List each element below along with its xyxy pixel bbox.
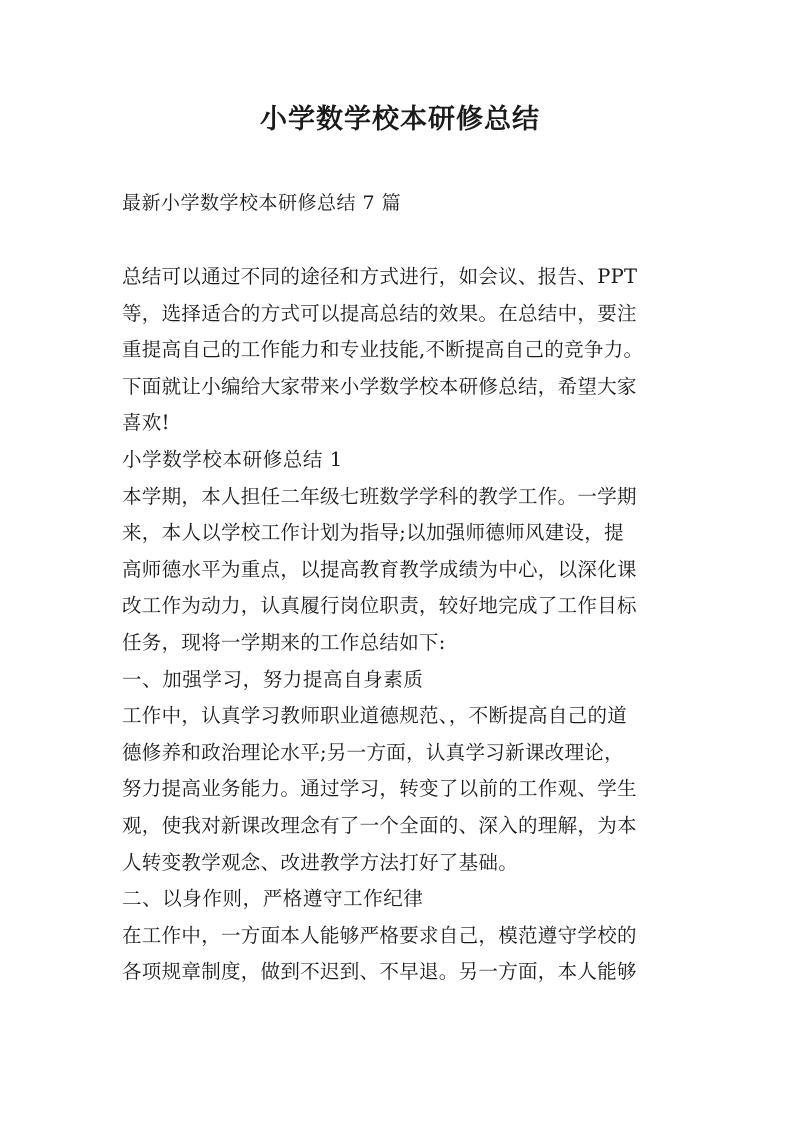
body-line: 人转变教学观念、改进教学方法打好了基础。 <box>122 850 519 874</box>
body-line-intro: 等，选择适合的方式可以提高总结的效果。在总结中，要注 <box>122 301 637 325</box>
body-line: 高师德水平为重点，以提高教育教学成绩为中心，以深化课 <box>122 557 637 581</box>
body-line-intro: 重提高自己的工作能力和专业技能,不断提高自己的竞争力。 <box>122 338 644 362</box>
body-line-intro: 喜欢! <box>122 411 170 435</box>
document-body <box>122 259 682 991</box>
body-line-intro: 下面就让小编给大家带来小学数学校本研修总结，希望大家 <box>122 374 637 398</box>
section-heading-summary-1: 小学数学校本研修总结 1 <box>122 447 343 471</box>
document-title: 小学数学校本研修总结 <box>260 104 540 135</box>
body-line: 任务，现将一学期来的工作总结如下: <box>122 630 446 654</box>
body-line: 在工作中，一方面本人能够严格要求自己，模范遵守学校的 <box>122 923 637 947</box>
body-line: 本学期，本人担任二年级七班数学学科的教学工作。一学期 <box>122 484 637 508</box>
body-line: 来，本人以学校工作计划为指导;以加强师德师风建设，提 <box>122 521 624 545</box>
section-heading-study: 一、加强学习，努力提高自身素质 <box>122 667 424 691</box>
document-subtitle: 最新小学数学校本研修总结 7 篇 <box>122 192 402 214</box>
body-line: 工作中，认真学习教师职业道德规范、，不断提高自己的道 <box>122 704 628 728</box>
body-line: 观，使我对新课改理念有了一个全面的、深入的理解，为本 <box>122 813 637 837</box>
body-line: 德修养和政治理论水平;另一方面，认真学习新课改理论， <box>122 740 624 764</box>
body-line: 努力提高业务能力。通过学习，转变了以前的工作观、学生 <box>122 777 637 801</box>
body-line-intro: 总结可以通过不同的途径和方式进行，如会议、报告、PPT <box>122 265 638 288</box>
body-line: 各项规章制度，做到不迟到、不早退。另一方面，本人能够 <box>122 960 637 984</box>
body-line: 改工作为动力，认真履行岗位职责，较好地完成了工作目标 <box>122 594 637 618</box>
section-heading-discipline: 二、以身作则，严格遵守工作纪律 <box>122 887 424 911</box>
